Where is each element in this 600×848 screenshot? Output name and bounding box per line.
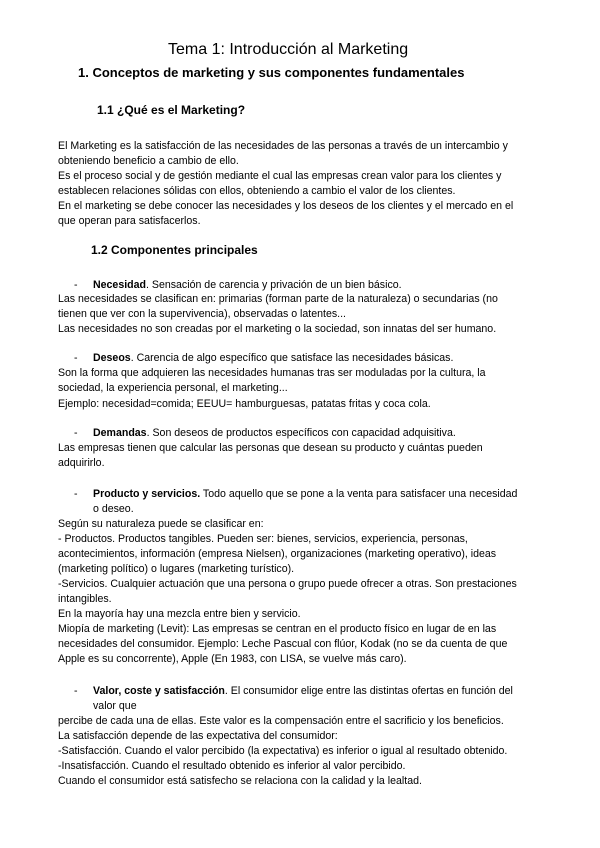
text-line: acontecimientos, información (empresa Nielsen), organizaciones (marketing operativo), ideas — [58, 548, 497, 560]
text-line: - Productos. Productos tangibles. Pueden ser: bienes, servicios, experiencia, personas, — [58, 533, 468, 545]
definition-necesidad: . Sensación de carencia y privación de un bien básico. — [146, 279, 402, 291]
text-line: Las necesidades se clasifican en: primarias (forman parte de la naturaleza) o secundarias (no — [58, 293, 498, 305]
bullet-dash: - — [74, 488, 78, 500]
page-title: Tema 1: Introducción al Marketing — [168, 41, 409, 58]
bullet-dash: - — [74, 427, 78, 439]
text-line: sociedad, la experiencia personal, el marketing... — [58, 382, 288, 394]
heading-componentes: 1.2 Componentes principales — [91, 243, 258, 257]
text-line: establecen relaciones sólidas con ellos, obteniendo a cambio el valor de los clientes. — [58, 185, 456, 197]
text-line: -Satisfacción. Cuando el valor percibido (la expectativa) es inferior o igual al resultado obtenido. — [58, 745, 508, 757]
text-line: necesidades del consumidor. Ejemplo: Leche Pascual con flúor, Kodak (no se da cuenta de que — [58, 638, 508, 650]
text-line: valor que — [93, 700, 137, 712]
bullet-producto — [93, 487, 517, 501]
definition-demandas: . Son deseos de productos específicos con capacidad adquisitiva. — [146, 427, 456, 439]
bullet-dash: - — [74, 279, 78, 291]
definition-deseos: . Carencia de algo específico que satisface las necesidades básicas. — [130, 352, 454, 364]
term-demandas: Demandas — [93, 427, 147, 439]
text-line: Según su naturaleza puede se clasificar en: — [58, 518, 264, 530]
text-line: adquirirlo. — [58, 457, 105, 469]
text-line: Miopía de marketing (Levit): Las empresas se centran en el producto físico en lugar de en las — [58, 623, 497, 635]
text-line: percibe de cada una de ellas. Este valor es la compensación entre el sacrificio y los beneficios. — [58, 715, 504, 727]
text-line: En la mayoría hay una mezcla entre bien y servicio. — [58, 608, 301, 620]
text-line: Es el proceso social y de gestión mediante el cual las empresas crean valor para los clientes y — [58, 170, 502, 182]
text-line: En el marketing se debe conocer las necesidades y los deseos de los clientes y el mercado en el — [58, 200, 514, 212]
text-line: Las necesidades no son creadas por el marketing o la sociedad, son innatas del ser humano. — [58, 323, 497, 335]
text-line: que operan para satisfacerlos. — [58, 215, 201, 227]
text-line: Apple es su concorrente), Apple (En 1983, con LISA, se vuelve más caro). — [58, 653, 407, 665]
term-valor: Valor, coste y satisfacción — [93, 685, 225, 697]
section-subtitle: 1. Conceptos de marketing y sus componentes fundamentales — [78, 65, 465, 80]
text-line: Ejemplo: necesidad=comida; EEUU= hamburguesas, patatas fritas y coca cola. — [58, 398, 431, 410]
bullet-necesidad — [93, 278, 402, 292]
bullet-dash: - — [74, 685, 78, 697]
text-line: (marketing político) o lugares (marketing turístico). — [58, 563, 295, 575]
term-deseos: Deseos — [93, 352, 131, 364]
text-line: intangibles. — [58, 593, 112, 605]
text-line: tienen que ver con la supervivencia), observadas o latentes... — [58, 308, 346, 320]
text-line: El Marketing es la satisfacción de las necesidades de las personas a través de un intercambio y — [58, 140, 508, 152]
text-line: o deseo. — [93, 503, 134, 515]
bullet-dash: - — [74, 352, 78, 364]
text-line: Son la forma que adquieren las necesidades humanas tras ser moduladas por la cultura, la — [58, 367, 486, 379]
bullet-valor — [93, 684, 513, 698]
term-necesidad: Necesidad — [93, 279, 146, 291]
heading-que-es-marketing: 1.1 ¿Qué es el Marketing? — [97, 103, 246, 117]
text-line: Las empresas tienen que calcular las personas que desean su producto y cuántas pueden — [58, 442, 483, 454]
text-line: La satisfacción depende de las expectativa del consumidor: — [58, 730, 338, 742]
bullet-deseos — [93, 351, 453, 365]
definition-producto: Todo aquello que se pone a la venta para satisfacer una necesidad — [200, 488, 518, 500]
definition-valor: . El consumidor elige entre las distintas ofertas en función del — [224, 685, 513, 697]
text-line: -Servicios. Cualquier actuación que una persona o grupo puede ofrecer a otras. Son prestaciones — [58, 578, 517, 590]
text-line: -Insatisfacción. Cuando el resultado obtenido es inferior al valor percibido. — [58, 760, 406, 772]
text-line: Cuando el consumidor está satisfecho se relaciona con la calidad y la lealtad. — [58, 775, 422, 787]
bullet-demandas — [93, 426, 456, 440]
text-line: obteniendo beneficio a cambio de ello. — [58, 155, 239, 167]
term-producto: Producto y servicios. — [93, 488, 201, 500]
